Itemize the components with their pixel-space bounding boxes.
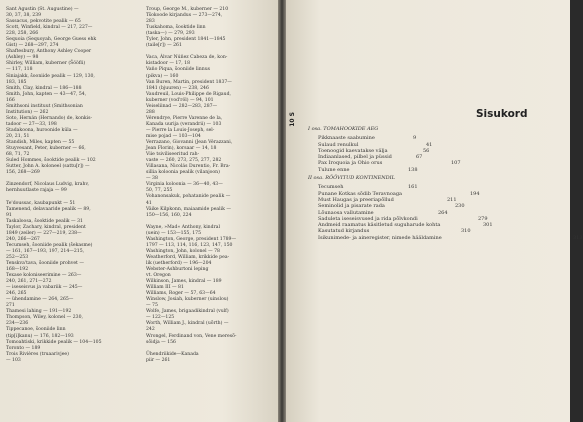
toc-entry-label: Kasutatud kirjandus: [318, 228, 370, 235]
index-entry: 1849 (zeiler) — 227—219, 238—: [6, 230, 82, 236]
index-entry: Toronto — 189: [6, 345, 41, 351]
toc-entry-page-number: 301: [483, 222, 493, 229]
toc-entry-page-number: 310: [461, 228, 471, 235]
index-entry: Ühendriikide—Kanada: [146, 351, 199, 357]
index-entry: Texase koloniseerimine — 263—: [6, 273, 82, 279]
index-entry: Väike Kilpkonn, maiaamide pealik —: [146, 206, 231, 212]
index-entry: Thamesi lahing — 191—192: [6, 309, 72, 315]
toc-entry-label: Seminolid ja pisarate rada: [318, 203, 385, 210]
index-entry: Thompson, Wiley, kolonel — 230,: [6, 315, 83, 321]
index-entry: Winslow, Josiah, kuberner (uinslou): [146, 297, 229, 303]
toc-entry-label: Tecumseh: [318, 184, 344, 191]
page-title: Sisukord: [476, 108, 528, 120]
index-entry: Kanada uurija (verandrii) — 103: [146, 121, 222, 127]
index-entry: Virginia koloonia — 36—40, 43—: [146, 182, 223, 188]
index-entry: Standish, Miles, kapten — 55: [6, 140, 75, 146]
index-entry: Siniajakk, šooniide pealik — 129, 130,: [6, 73, 95, 79]
index-entry: Tippecanoe, šooniide linn: [6, 327, 66, 333]
index-entry: hernhuutlaste rajaja — 99: [6, 188, 67, 194]
index-entry: Smith, Clay, kindral — 186—188: [6, 85, 82, 91]
toc-section-body: [308, 184, 583, 241]
index-entry: — 117, 118: [6, 67, 33, 73]
toc-entry-page-number: 279: [478, 215, 488, 222]
index-entry: — 103: [6, 357, 21, 363]
index-entry: Tuskahoma, šooktide linn: [146, 25, 206, 31]
toc-entry: [308, 167, 558, 173]
toc-entry-label: Indiaanlased, pilbel ja püssid: [318, 154, 392, 161]
index-entry: Tecumseh, šooniide pealik (šekasme): [6, 242, 93, 248]
index-entry: Tšokoode kirjandus — 273—274,: [146, 13, 223, 19]
index-entry: Sutter, John A. koloneel (sattu[r]) —: [6, 164, 90, 170]
index-entry: 240, 261, 271—272: [6, 279, 52, 285]
index-entry: 288: [146, 109, 155, 115]
index-entry: Gist) — 268—297, 274: [6, 43, 59, 49]
index-entry: Taskaloosa, šooktide pealik — 31: [6, 218, 83, 224]
index-entry: Suled Hommes, šooktide pealik — 102: [6, 158, 96, 164]
index-entry: 91: [6, 212, 12, 218]
index-entry: (Ashley) — 98: [6, 55, 39, 61]
index-entry: Tamenend, delavaaride pealik — 89,: [6, 206, 91, 212]
toc-entry-page-number: 211: [447, 196, 457, 203]
index-entry: Taylor, Zachary, kindral, president: [6, 224, 86, 230]
index-entry: Wrongel, Ferdinand von, Vene meresõ-: [146, 333, 237, 339]
index-entry: mise pojad — 103—104: [146, 133, 201, 139]
table-of-contents: [308, 124, 583, 241]
index-entry: Vaca, Álvar Núñez Cabeza de, kon-: [146, 55, 228, 61]
index-entry: Tenskva'tava, šooniide prohvet —: [6, 260, 84, 266]
index-entry: Te'doussac, kaubapunkt — 51: [6, 200, 76, 206]
index-entry: Troup, George M., kuberner — 210: [146, 7, 229, 12]
toc-entry-page-number: 138: [408, 166, 418, 173]
index-entry: — iseseisvus ja vabariik — 245—: [6, 285, 83, 291]
index-entry: Vohanonsakuk, pohatanide pealik —: [146, 194, 231, 200]
toc-entry-label: Punane Kotkas sõdib Teravnoaga: [318, 190, 403, 197]
index-entry: Institution) — 262: [6, 109, 49, 115]
index-entry: — 75: [146, 303, 158, 309]
index-entry: Villasana, Nicolás Durentio, Fr. Bra-: [146, 164, 231, 170]
toc-entry-page-number: 230: [455, 203, 465, 210]
index-entry: — Pierre la Louis-Joseph, sel-: [146, 127, 215, 133]
index-entry: — 122—125: [146, 315, 175, 321]
book-gutter: [278, 0, 286, 422]
index-entry: 41: [146, 200, 152, 206]
index-entry: Sequoia (Sequoyah, George Guess ehk: [6, 37, 97, 43]
index-entry: Stuyvesant, Peter, kuberner — 66,: [6, 146, 86, 152]
index-entry: piir — 261: [146, 357, 171, 363]
index-entry: Sassacus, pekvotite pealik — 65: [6, 19, 81, 25]
index-entry: Verrazano, Giovanni (Jean Vérazzani,: [146, 140, 233, 146]
index-entry: 228, 258, 266: [6, 31, 39, 37]
toc-entry-page-number: 41: [426, 141, 433, 148]
index-entry: 283: [146, 19, 155, 25]
index-entry: (taile[r]) — 261: [146, 43, 182, 49]
index-entry: 166: [6, 97, 15, 103]
toc-entry: [308, 234, 583, 241]
index-entry: Smith, John, kapten — 43—47, 54,: [6, 91, 87, 97]
index-entry: Trois Rivières (truaarivjee): [6, 351, 69, 357]
index-entry: vaste — 260, 273, 275, 277, 282: [146, 158, 222, 164]
index-entry: Stadakoona, huroonide küla —: [6, 127, 78, 133]
index-entry: (uein) — 153—155, 175: [146, 230, 202, 236]
index-entry: Sant Agustin (St. Augustine) —: [6, 7, 79, 12]
toc-entry-page-number: 9: [413, 135, 417, 142]
index-entry: Wilkinson, James, kindral — 189: [146, 279, 222, 285]
index-entry: Shaftesbury, Anthony Ashley Cooper: [6, 49, 92, 55]
index-entry: Scott, Winfield, kindral — 217, 227—: [6, 25, 93, 31]
toc-entry-label: Isikunimede- ja aineregister, nimede hääldamine: [318, 234, 442, 241]
toc-entry-label: Saduleta iseseisvused ja rida põlvkondi: [318, 215, 418, 222]
index-entry: 246, 265: [6, 291, 27, 297]
index-entry: (taska—) — 279, 293: [146, 31, 195, 37]
index-entry: 50, 77, 255: [146, 188, 173, 194]
toc-section-body: [308, 135, 558, 173]
index-entry: William III — 81: [146, 285, 184, 291]
toc-section-heading: I osa. TOMAHOOKIDE AEG: [308, 126, 379, 132]
index-entry: Vaño Piqua, šooniide linnus: [146, 67, 211, 73]
toc-entry-label: Sulaud renulkul: [318, 141, 359, 148]
index-entry: Smithsoni instituut (Smithsonian: [6, 103, 83, 109]
index-entry: Viie tsiviliseeritud rah-: [146, 152, 200, 158]
toc-entry-label: Pax Iroquoia ja Ohio orus: [318, 160, 383, 167]
contents-page: [286, 0, 583, 422]
toc-entry-label: Tulune enne: [318, 166, 350, 173]
index-entry: Williams, Roger — 57, 63—64: [146, 291, 216, 297]
index-entry: lik (uetherford) — 196—204: [146, 260, 212, 266]
index-entry: (pikva) — 160: [146, 73, 179, 79]
index-entry: — ühendamine — 264, 265—: [6, 297, 74, 303]
toc-entry-label: Pikknaaste saabumine: [318, 135, 375, 142]
index-entry: sõidja — 156: [146, 339, 176, 345]
index-entry: 1841 (bjuuren) — 238, 246: [146, 85, 209, 91]
toc-entry-page-number: 313: [573, 234, 583, 241]
index-entry: tadoor — 27—33, 198: [6, 121, 57, 127]
index-entry: 240, 266—267: [6, 236, 40, 242]
index-entry: 20, 21, 51: [6, 133, 30, 139]
index-entry: Veiseliinad — 282—283, 287—: [146, 103, 218, 109]
index-entry: 156, 268—269: [6, 170, 40, 176]
index-entry: 30, 37, 38, 239: [6, 13, 42, 19]
index-entry: 68, 71, 72: [6, 152, 30, 158]
index-entry: 1797 — 113, 114, 116, 123, 147, 150: [146, 242, 233, 248]
toc-entry-label: Andmeid raamatus käsitletud suguharude kohta: [318, 222, 441, 229]
index-entry: Wolfe, James, brigaadikindral (vulf): [146, 309, 229, 315]
index-entry: Van Buren, Martin, president 1837—: [146, 79, 232, 85]
index-entry: 183, 185: [6, 79, 27, 85]
toc-entry-page-number: 161: [408, 184, 418, 191]
toc-entry-page-number: 264: [438, 209, 448, 216]
toc-entry-label: Must Haugas ja preeriapõllud: [318, 196, 394, 203]
index-entry: Tomoahtiski, krikkide pealik — 104—105: [6, 339, 102, 345]
index-entry: sillia koloonia pealik (vilanjoon): [146, 170, 220, 176]
index-entry: Tyler, John, president 1841—1845: [146, 37, 226, 43]
index-page: [0, 0, 278, 422]
index-entry: kistadoor — 17, 18: [146, 61, 190, 67]
index-entry: 242: [146, 327, 155, 333]
index-entry: 252—253: [6, 254, 29, 260]
index-entry: Wayne, »Mad« Anthony, kindral: [146, 224, 220, 230]
toc-entry-page-number: 107: [451, 160, 461, 167]
index-entry: Worth, William J., kindral (uõrth) —: [146, 321, 229, 327]
index-column-2: [146, 7, 274, 364]
index-entry: vt. Oregon: [146, 273, 171, 279]
index-entry: Jean Florin), korsaar — 14, 18: [146, 146, 217, 152]
toc-section-heading: II osa. RÖÖVITUD KONTINENDIL: [308, 175, 395, 182]
index-column-1: [6, 7, 138, 364]
index-entry: Vérendrye, Pierre Varenne de la,: [146, 115, 223, 121]
toc-entry-page-number: 56: [423, 147, 430, 154]
index-entry: Washington, George, president 1789—: [146, 236, 237, 242]
toc-entry-page-number: 67: [416, 154, 423, 161]
index-entry: 271: [6, 303, 15, 309]
toc-entry-page-number: 194: [470, 190, 480, 197]
index-entry: Weatherford, William, krikkide pea-: [146, 254, 230, 260]
index-entry: Washington, John, kolonel — 78: [146, 248, 220, 254]
index-entry: — 161, 167—193, 197, 214—215,: [6, 248, 85, 254]
toc-entry-label: Toenoogid kaevatakse välja: [318, 147, 388, 154]
index-entry: kuberner (vod'röl) — 94, 101: [146, 97, 214, 103]
page-edge-mark: 10 S: [289, 112, 296, 127]
index-entry: Soto, Hernán (Hernando) de, konkis-: [6, 115, 93, 121]
index-entry: Shirley, William, kuberner (Šööfli): [6, 61, 86, 67]
index-entry: 234—236: [6, 321, 29, 327]
toc-entry-label: Lõunaosa vallutamine: [318, 209, 374, 216]
index-entry: — 38: [146, 176, 158, 182]
index-entry: Zinzendorf, Nicolaus Ludvig, krahv,: [6, 182, 89, 188]
index-entry: 168—192: [6, 267, 29, 273]
index-entry: Vaudreuil, Louis-Philippe de Rigaud,: [146, 91, 232, 97]
index-entry: (tip[i]kanu) — 176, 182—193: [6, 333, 74, 339]
index-entry: 150—156, 160, 224: [146, 212, 192, 218]
index-entry: Webster-Ashburtoni leping: [146, 267, 209, 273]
